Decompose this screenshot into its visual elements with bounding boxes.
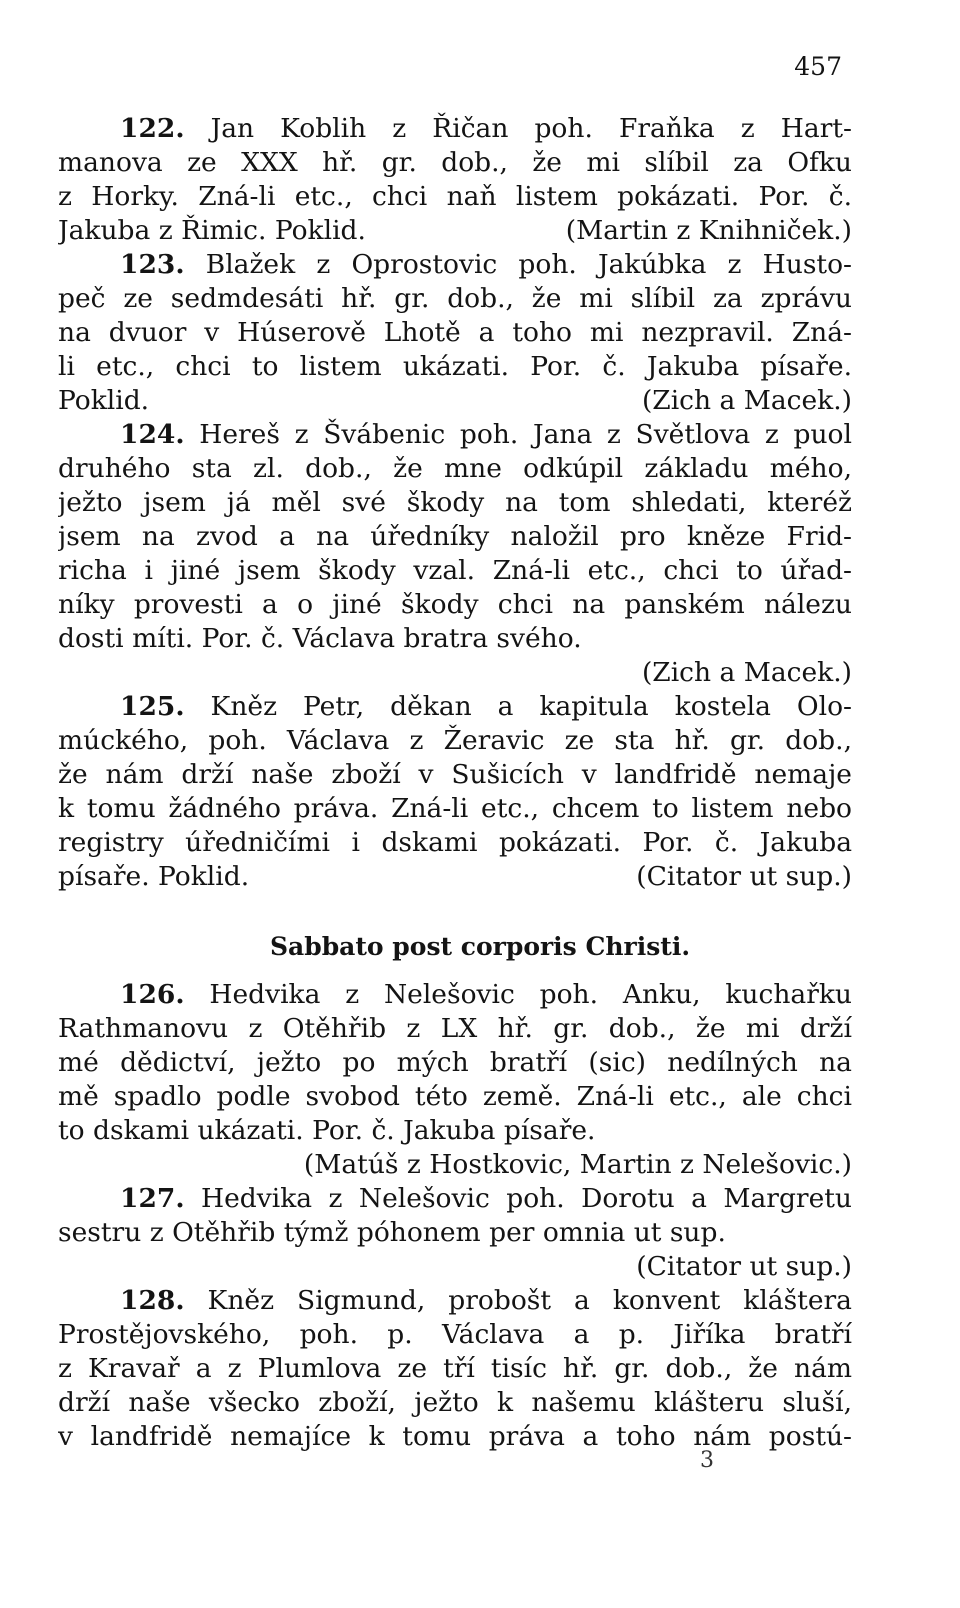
text-line <box>58 1386 852 1420</box>
text-line <box>58 180 852 214</box>
text-line <box>58 554 852 588</box>
line-text: ježto jsem já měl své škody na tom shledati, kteréž <box>58 487 852 518</box>
entry-first-line <box>58 1284 852 1318</box>
line-text: z Kravař a z Plumlova ze tří tisíc hř. gr. dob., že nám <box>58 1353 852 1384</box>
text-line <box>58 656 852 690</box>
text-line <box>58 146 852 180</box>
entry-first-line <box>58 248 852 282</box>
entry-number: 122. <box>120 113 185 144</box>
line-text: Hedvika z Nelešovic poh. Dorotu a Margretu <box>201 1183 852 1214</box>
text-line <box>58 622 852 656</box>
line-text: Kněz Sigmund, probošt a konvent kláštera <box>207 1285 852 1316</box>
entry-first-line <box>58 112 852 146</box>
text-line <box>58 1318 852 1352</box>
text-line <box>58 384 852 418</box>
line-text: na dvuor v Húserově Lhotě a toho mi nezpravil. Zná- <box>58 317 852 348</box>
line-text: richa i jiné jsem škody vzal. Zná-li etc., chci to úřad- <box>58 555 852 586</box>
text-line <box>58 1352 852 1386</box>
line-text: Kněz Petr, děkan a kapitula kostela Olo- <box>210 691 852 722</box>
text-line <box>58 1046 852 1080</box>
text-line <box>58 486 852 520</box>
text-line <box>58 316 852 350</box>
line-text: jsem na zvod a na úředníky naložil pro kněze Frid- <box>58 521 852 552</box>
text-line <box>58 1148 852 1182</box>
line-text: to dskami ukázati. Por. č. Jakuba písaře. <box>58 1115 596 1146</box>
entry-number: 126. <box>120 979 185 1010</box>
line-text: peč ze sedmdesáti hř. gr. dob., že mi slíbil za zprávu <box>58 283 852 314</box>
line-text: dosti míti. Por. č. Václava bratra svého. <box>58 623 582 654</box>
text-line <box>58 350 852 384</box>
line-text: Hereš z Švábenic poh. Jana z Světlova z puol <box>199 419 852 450</box>
line-text: múckého, poh. Václava z Žeravic ze sta hř. gr. dob., <box>58 725 852 756</box>
text-line <box>58 758 852 792</box>
entry-first-line <box>58 690 852 724</box>
signature-mark: 3 <box>700 1448 714 1473</box>
text-line <box>58 724 852 758</box>
text-line <box>58 1250 852 1284</box>
text-line <box>58 1216 852 1250</box>
witness-note: (Zich a Macek.) <box>641 657 852 688</box>
line-text: Rathmanovu z Otěhřib z LX hř. gr. dob., že mi drží <box>58 1013 852 1044</box>
text-line <box>58 282 852 316</box>
text-line <box>58 588 852 622</box>
witness-note: (Zich a Macek.) <box>641 385 852 416</box>
line-text: mé dědictví, ježto po mých bratří (sic) nedílných na <box>58 1047 852 1078</box>
line-text: Jan Koblih z Řičan poh. Fraňka z Hart- <box>210 113 852 144</box>
entry-number: 125. <box>120 691 185 722</box>
line-text: k tomu žádného práva. Zná-li etc., chcem to listem nebo <box>58 793 852 824</box>
line-text: mě spadlo podle svobod této země. Zná-li etc., ale chci <box>58 1081 852 1112</box>
line-text: z Horky. Zná-li etc., chci naň listem pokázati. Por. č. <box>58 181 852 212</box>
section-heading: Sabbato post corporis Christi. <box>269 932 691 961</box>
witness-note: (Matúš z Hostkovic, Martin z Nelešovic.) <box>303 1149 852 1180</box>
entry-number: 128. <box>120 1285 185 1316</box>
text-line <box>58 1080 852 1114</box>
witness-note: (Martin z Knihniček.) <box>565 215 852 246</box>
text-line <box>58 452 852 486</box>
entry-first-line <box>58 418 852 452</box>
text-line <box>58 1114 852 1148</box>
text-line <box>58 826 852 860</box>
line-text: že nám drží naše zboží v Sušicích v landfridě nemaje <box>58 759 852 790</box>
line-text: Poklid. <box>58 385 150 416</box>
line-text: druhého sta zl. dob., že mne odkúpil základu mého, <box>58 453 852 484</box>
text-line <box>58 1420 852 1454</box>
line-text: li etc., chci to listem ukázati. Por. č. Jakuba písaře. <box>58 351 852 382</box>
line-text: níky provesti a o jiné škody chci na panském nálezu <box>58 589 852 620</box>
witness-note: (Citator ut sup.) <box>636 1251 852 1282</box>
text-line <box>58 520 852 554</box>
line-text: Blažek z Oprostovic poh. Jakúbka z Husto- <box>205 249 852 280</box>
line-text: sestru z Otěhřib týmž póhonem per omnia ut sup. <box>58 1217 726 1248</box>
witness-note: (Citator ut sup.) <box>636 861 852 892</box>
entry-number: 123. <box>120 249 185 280</box>
line-text: v landfridě nemajíce k tomu práva a toho nám postú- <box>58 1421 852 1452</box>
line-text: drží naše všecko zboží, ježto k našemu klášteru sluší, <box>58 1387 852 1418</box>
entry-number: 124. <box>120 419 185 450</box>
entry-first-line <box>58 1182 852 1216</box>
line-text: písaře. Poklid. <box>58 861 250 892</box>
text-line <box>58 860 852 894</box>
text-line <box>58 1012 852 1046</box>
line-text: manova ze XXX hř. gr. dob., že mi slíbil za Ofku <box>58 147 852 178</box>
line-text: registry úředničími i dskami pokázati. Por. č. Jakuba <box>58 827 852 858</box>
entry-first-line <box>58 978 852 1012</box>
line-text: Hedvika z Nelešovic poh. Anku, kuchařku <box>209 979 852 1010</box>
text-line <box>58 792 852 826</box>
line-text: Jakuba z Řimic. Poklid. <box>58 215 366 246</box>
page-number: 457 <box>794 52 842 81</box>
entry-number: 127. <box>120 1183 185 1214</box>
text-line <box>58 214 852 248</box>
line-text: Prostějovského, poh. p. Václava a p. Jiříka bratří <box>58 1319 852 1350</box>
